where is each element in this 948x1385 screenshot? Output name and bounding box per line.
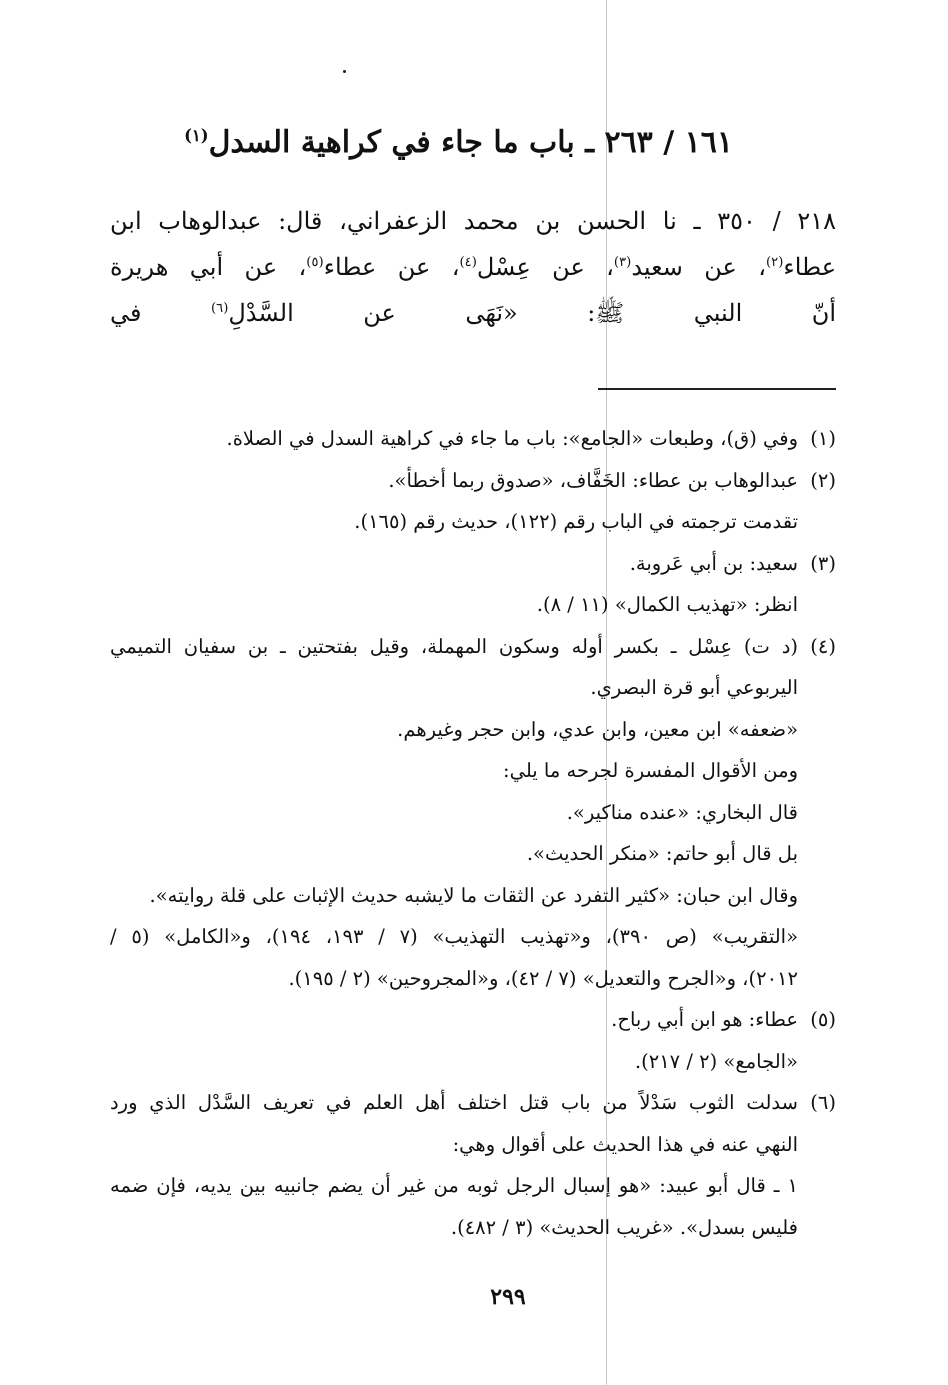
footnote-number: (٥) xyxy=(810,1008,836,1031)
footnote-text: «الجامع» (٢ / ٢١٧). xyxy=(634,1049,798,1073)
footnote-line xyxy=(110,460,836,502)
footnote-ref-5: (٥) xyxy=(306,255,324,270)
footnote-line xyxy=(110,418,836,460)
footnote-text: «التقريب» (ص ٣٩٠)، و«تهذيب التهذيب» (٧ / ١٩٣، ١٩٤)، و«الكامل» (٥ / xyxy=(110,925,799,948)
hadith-line-1: ٢١٨ / ٣٥٠ ـ نا الحسن بن محمد الزعفراني، قال: عبدالوهاب ابن xyxy=(110,207,837,235)
footnote-number: (٣) xyxy=(810,551,836,575)
footnote-line xyxy=(110,543,836,585)
footnote-number: (١) xyxy=(810,427,836,450)
footnote-text: ١ ـ قال أبو عبيد: «هو إسبال الرجل ثوبه من غير أن يضم جانبيه بين يديه، فإن ضمه xyxy=(110,1174,798,1197)
chapter-heading-text: ١٦١ / ٢٦٣ ـ باب ما جاء في كراهية السدل xyxy=(208,125,733,160)
footnote-number: (٤) xyxy=(810,634,836,658)
hadith-line-3 xyxy=(110,290,836,336)
footnote-ref-3: (٣) xyxy=(613,255,632,270)
footnote-text: (د ت) عِسْل ـ بكسر أوله وسكون المهملة، وقيل بفتحتين ـ بن سفيان التميمي xyxy=(110,634,798,658)
footnote-text: اليربوعي أبو قرة البصري. xyxy=(590,676,798,699)
footnote-line xyxy=(110,501,836,543)
footnote-text: «ضعفه» ابن معين، وابن عدي، وابن حجر وغيرهم. xyxy=(397,717,798,741)
footnote-line xyxy=(110,833,836,875)
hadith-line-2-part-4: ، عن عطاء xyxy=(323,253,460,281)
footnote-line xyxy=(110,999,836,1041)
hadith-line-3-part-1: أنّ النبي ﷺ: «نَهَى عن السَّدْلِ xyxy=(228,299,836,327)
footnote-line xyxy=(110,1082,836,1124)
hadith-line-2 xyxy=(110,244,836,290)
footnote-separator xyxy=(598,388,836,390)
footnote-text: النهي عنه في هذا الحديث على أقوال وهي: xyxy=(452,1132,798,1156)
footnote-line xyxy=(110,792,836,834)
hadith-line-2-part-1: عطاء xyxy=(783,253,837,281)
footnote-line xyxy=(110,667,836,709)
hadith-line-3-part-2: في xyxy=(110,299,211,327)
footnote-line xyxy=(110,584,836,626)
footnote-text: تقدمت ترجمته في الباب رقم (١٢٢)، حديث رقم (١٦٥). xyxy=(354,510,798,533)
footnote-number: (٢) xyxy=(810,468,836,492)
scan-speck xyxy=(343,70,346,73)
footnote-text: سعيد: بن أبي عَروبة. xyxy=(629,551,798,575)
footnote-line xyxy=(110,1124,836,1166)
footnote-line xyxy=(110,875,836,917)
footnotes-section xyxy=(110,418,836,1248)
footnote-ref-2: (٢) xyxy=(766,255,784,270)
footnote-line xyxy=(110,916,836,958)
footnote-text: بل قال أبو حاتم: «منكر الحديث». xyxy=(526,842,798,865)
footnote-text: سدلت الثوب سَدْلاً من باب قتل اختلف أهل العلم في تعريف السَّدْل الذي ورد xyxy=(110,1091,798,1114)
footnote-text: ومن الأقوال المفسرة لجرحه ما يلي: xyxy=(503,759,798,782)
footnote-text: فليس بسدل». «غريب الحديث» (٣ / ٤٨٢). xyxy=(450,1215,798,1239)
footnote-text: وقال ابن حبان: «كثير التفرد عن الثقات ما لايشبه حديث الإثبات على قلة روايته». xyxy=(149,883,798,907)
footnote-text: عبدالوهاب بن عطاء: الخَفَّاف، «صدوق ربما أخطأ». xyxy=(388,468,798,492)
hadith-line-2-part-5: ، عن أبي هريرة xyxy=(110,253,307,281)
footnote-text: قال البخاري: «عنده مناكير». xyxy=(566,800,798,824)
footnote-line xyxy=(110,750,836,792)
footnote-ref-4: (٤) xyxy=(459,255,477,270)
footnote-text: وفي (ق)، وطبعات «الجامع»: باب ما جاء في كراهية السدل في الصلاة. xyxy=(226,427,798,450)
footnote-line xyxy=(110,958,836,1000)
chapter-heading xyxy=(184,120,733,166)
footnote-text: ٢٠١٢)، و«الجرح والتعديل» (٧ / ٤٢)، و«المجروحين» (٢ / ١٩٥). xyxy=(288,966,798,990)
footnote-line xyxy=(110,709,836,751)
footnote-text: انظر: «تهذيب الكمال» (١١ / ٨). xyxy=(536,593,798,616)
hadith-line-2-part-3: ، عن عِسْل xyxy=(476,253,614,281)
footnote-line xyxy=(110,1207,836,1249)
hadith-line-2-part-2: ، عن سعيد xyxy=(631,253,766,281)
footnote-ref-6: (٦) xyxy=(210,301,229,316)
hadith-text xyxy=(110,198,836,336)
footnote-text: عطاء: هو ابن أبي رباح. xyxy=(611,1008,798,1031)
footnote-number: (٦) xyxy=(810,1091,836,1114)
chapter-heading-footnote-ref: (١) xyxy=(184,126,209,145)
footnote-line xyxy=(110,1041,836,1083)
page-number: ٢٩٩ xyxy=(490,1284,526,1310)
footnote-line xyxy=(110,626,836,668)
footnote-line xyxy=(110,1165,836,1207)
